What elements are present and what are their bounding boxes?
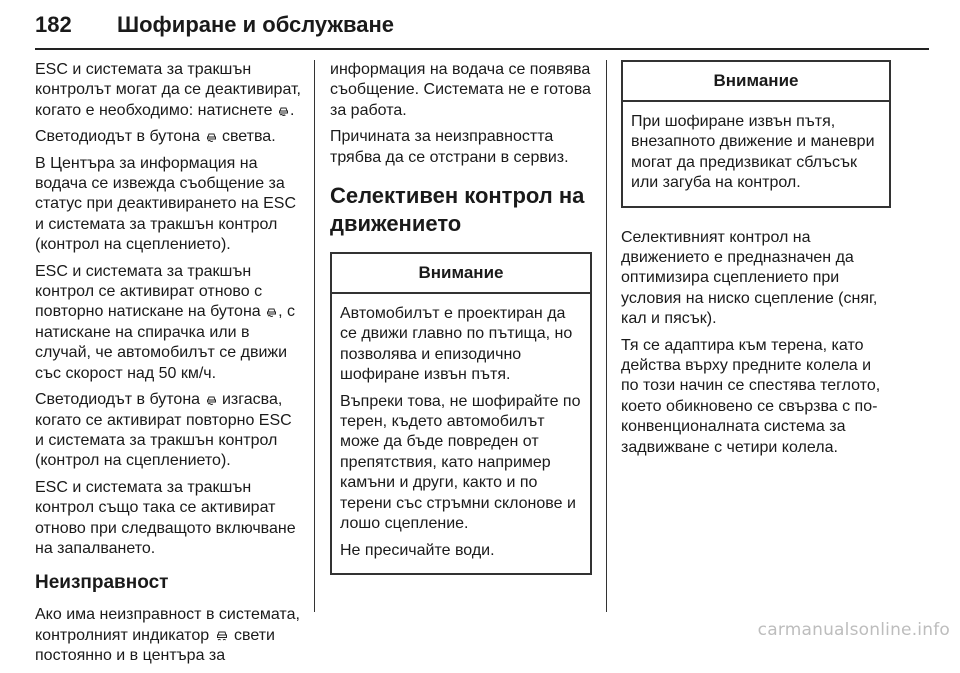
page-number: 182 [35,12,72,37]
esc-off-car-icon [266,305,277,318]
paragraph: Автомобилът е проектиран да се движи главно по пътища, но позволява и епизодично шофиране извън пътя. [340,305,573,384]
section-heading: Селективен контрол на движението [330,183,585,237]
esc-off-car-icon [206,130,217,143]
paragraph: Не пресичайте води. [340,541,495,559]
paragraph: Селективният контрол на движението е предназначен да оптимизира сцеплението при условия на ниско сцепление (сняг, кал и пясък). [621,228,878,328]
header-rule [35,48,929,50]
warning-body [623,102,889,206]
paragraph: Въпреки това, не шофирайте по терен, където автомобилът може да бъде повреден от препятствия, като например камъни и други, както и по терени със стръмни склонове и лошо сцепление. [340,392,581,533]
chapter-title: Шофиране и обслужване [117,12,395,37]
paragraph: ESC и системата за тракшън контролът могат да се деактивират, когато е необходимо: натиснете . [35,61,301,119]
paragraph: информация на водача се появява съобщение. Системата не е готова за работа. [330,61,591,119]
column-1 [35,60,303,673]
warning-body [332,294,590,573]
esc-car-icon [215,629,229,642]
column-3 [621,60,891,464]
paragraph: Светодиодът в бутона изгасва, когато се активират повторно ESC и системата за тракшън контрол (контрол на сцеплението). [35,391,292,470]
watermark: carmanualsonline.info [757,620,950,640]
page-header [35,8,929,48]
paragraph: В Центъра за информация на водача се извежда съобщение за статус при деактивирането на ESC и системата за тракшън контрол (контрол на сцеплението). [35,154,296,254]
column-divider [314,60,315,612]
paragraph: ESC и системата за тракшън контрол се активират отново с повторно натискане на бутона , с натискане на спирачка или в случай, че автомобилът се движи със скорост над 50 км/ч. [35,262,296,382]
paragraph: При шофиране извън пътя, внезапното движение и маневри могат да предизвикат сблъсък или загуба на контрол. [631,113,875,192]
paragraph: Ако има неизправност в системата, контролният индикатор свети постоянно и в центъра за [35,606,300,665]
esc-off-car-icon [278,104,289,117]
paragraph: Светодиодът в бутона светва. [35,128,276,146]
column-divider [606,60,607,612]
column-2 [330,60,592,595]
warning-box [621,60,891,208]
warning-title: Внимание [332,254,590,294]
section-heading: Неизправност [35,572,169,594]
esc-off-car-icon [206,393,217,406]
paragraph: ESC и системата за тракшън контрол също така се активират отново при следващото включване на запалването. [35,478,296,557]
warning-box [330,252,592,575]
paragraph: Причината за неизправността трябва да се отстрани в сервиз. [330,128,569,166]
warning-title: Внимание [623,62,889,102]
paragraph: Тя се адаптира към терена, като действа върху предните колела и по този начин се спестява теглото, което обикновено се свързва с по-конвенционалната система за задвижване с четири колела. [621,336,881,456]
